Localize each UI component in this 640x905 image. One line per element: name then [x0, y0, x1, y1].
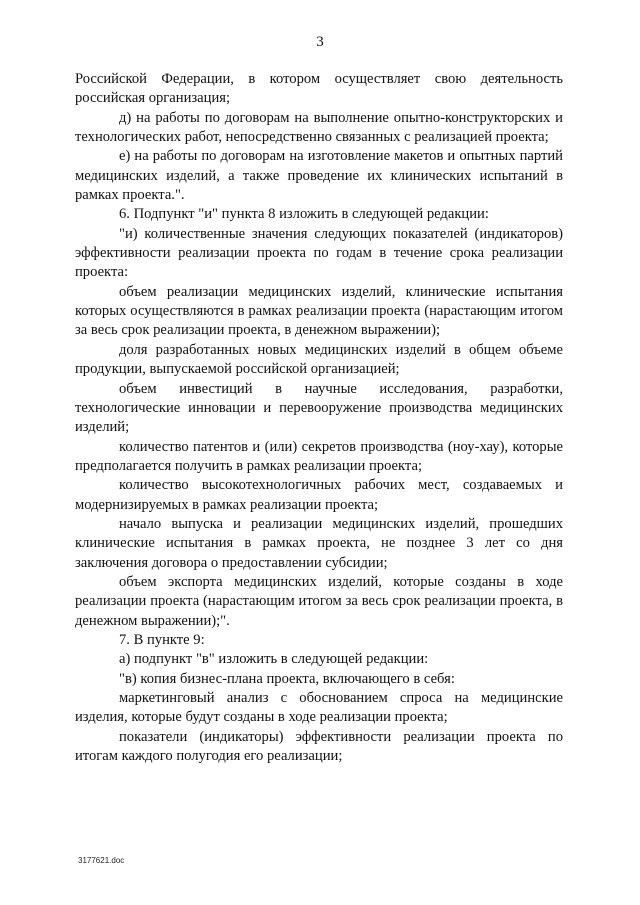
paragraph: Российской Федерации, в котором осуществляет свою деятельность российская организация;	[75, 71, 563, 107]
paragraph: д) на работы по договорам на выполнение опытно-конструкторских и технологических работ, непосредственно связанных с реализацией проекта;	[75, 109, 563, 146]
paragraph: маркетинговый анализ с обоснованием спроса на медицинские изделия, которые будут созданы в ходе реализации проекта;	[75, 690, 563, 726]
paragraph: доля разработанных новых медицинских изделий в общем объеме продукции, выпускаемой российской организацией;	[75, 341, 563, 378]
paragraph: объем инвестиций в научные исследования, разработки, технологические инновации и перевооружение производства медицинских изделий;	[75, 380, 563, 436]
paragraph: показатели (индикаторы) эффективности реализации проекта по итогам каждого полугодия его реализации;	[75, 728, 563, 765]
paragraph: количество патентов и (или) секретов производства (ноу-хау), которые предполагается получить в рамках реализации проекта;	[75, 438, 563, 474]
file-name-footer: 3177621.doc	[78, 856, 125, 865]
paragraph: количество высокотехнологичных рабочих мест, создаваемых и модернизируемых в рамках реализации проекта;	[75, 477, 563, 513]
paragraph: "и) количественные значения следующих показателей (индикаторов) эффективности реализации проекта по годам в течение срока реализации проекта:	[75, 225, 563, 281]
paragraph: 7. В пункте 9:	[119, 631, 205, 648]
paragraph: "в) копия бизнес-плана проекта, включающего в себя:	[119, 670, 455, 687]
paragraph: начало выпуска и реализации медицинских изделий, прошедших клинические испытания в рамках проекта, не позднее 3 лет со дня заключения договора о предоставлении субсидии;	[75, 515, 563, 571]
page-number: 3	[316, 34, 324, 50]
paragraph: объем реализации медицинских изделий, клинические испытания которых осуществляются в рамках реализации проекта (нарастающим итогом за весь срок реализации проекта, в денежном выражении);	[75, 283, 563, 339]
paragraph: а) подпункт "в" изложить в следующей редакции:	[119, 651, 429, 668]
paragraph: е) на работы по договорам на изготовление макетов и опытных партий медицинских изделий, а также проведение их клинических испытаний в рамках проекта.".	[75, 148, 563, 204]
document-body	[75, 70, 563, 766]
paragraph: 6. Подпункт "и" пункта 8 изложить в следующей редакции:	[119, 206, 489, 223]
paragraph: объем экспорта медицинских изделий, которые созданы в ходе реализации проекта (нарастающим итогом за весь срок реализации проекта, в денежном выражении);".	[75, 573, 563, 629]
